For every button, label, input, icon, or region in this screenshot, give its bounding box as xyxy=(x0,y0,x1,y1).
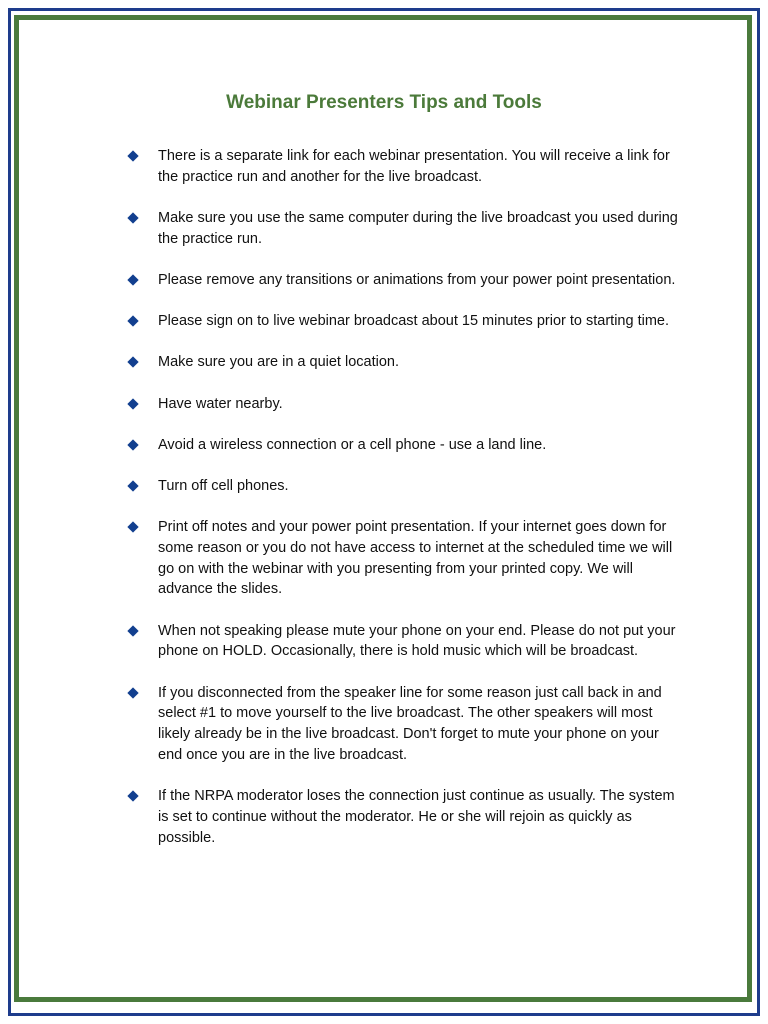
tip-text: Print off notes and your power point presentation. If your internet goes down for some reason or you do not have access to internet at the scheduled time we will go on with the webinar with you presenting from your printed copy. We will advance the slides. xyxy=(158,519,673,598)
page-title: Webinar Presenters Tips and Tools xyxy=(226,92,542,113)
list-item xyxy=(127,394,687,415)
list-item xyxy=(127,621,687,663)
list-item xyxy=(127,517,687,600)
tip-text: When not speaking please mute your phone on your end. Please do not put your phone on HOLD. Occasionally, there is hold music which will be broadcast. xyxy=(158,622,676,660)
diamond-icon xyxy=(127,357,138,368)
list-item xyxy=(127,311,687,332)
tip-text: If you disconnected from the speaker line for some reason just call back in and select #1 to move yourself to the live broadcast. The other speakers will most likely already be in the live broadcast. Don't forget to mute your phone on your end once you are in the live broadcast. xyxy=(158,684,662,764)
tip-text: There is a separate link for each webinar presentation. You will receive a link for the practice run and another for the live broadcast. xyxy=(158,148,670,185)
list-item xyxy=(127,786,687,848)
diamond-icon xyxy=(127,212,138,223)
diamond-icon xyxy=(127,315,138,326)
diamond-icon xyxy=(127,150,138,161)
list-item xyxy=(127,435,687,456)
diamond-icon xyxy=(127,274,138,285)
diamond-icon xyxy=(127,398,138,409)
diamond-icon xyxy=(127,521,138,532)
list-item xyxy=(127,683,687,766)
list-item xyxy=(127,270,687,291)
list-item xyxy=(127,352,687,373)
tip-text: If the NRPA moderator loses the connection just continue as usually. The system is set to continue without the moderator. He or she will rejoin as quickly as possible. xyxy=(158,788,675,846)
diamond-icon xyxy=(127,687,138,698)
tip-text: Have water nearby. xyxy=(158,395,283,412)
diamond-icon xyxy=(127,791,138,802)
list-item xyxy=(127,476,687,497)
tip-text: Please remove any transitions or animations from your power point presentation. xyxy=(158,271,676,288)
tips-list xyxy=(127,146,687,869)
diamond-icon xyxy=(127,480,138,491)
tip-text: Make sure you use the same computer during the live broadcast you used during the practice run. xyxy=(158,209,678,247)
tip-text: Turn off cell phones. xyxy=(158,477,289,494)
tip-text: Make sure you are in a quiet location. xyxy=(158,354,399,371)
list-item xyxy=(127,146,687,188)
tip-text: Please sign on to live webinar broadcast about 15 minutes prior to starting time. xyxy=(158,313,669,330)
diamond-icon xyxy=(127,625,138,636)
list-item xyxy=(127,208,687,250)
tip-text: Avoid a wireless connection or a cell phone - use a land line. xyxy=(158,436,547,453)
diamond-icon xyxy=(127,439,138,450)
